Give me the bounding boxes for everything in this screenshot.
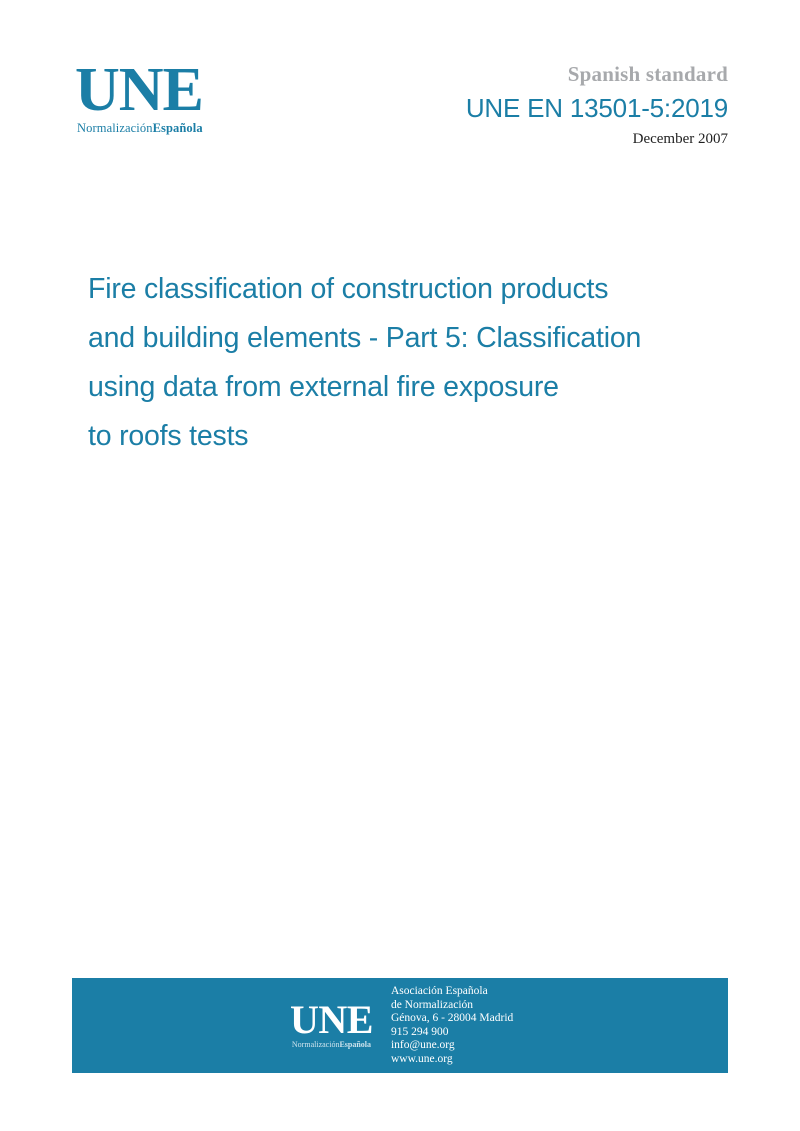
page-title-line: Fire classification of construction products [88, 273, 609, 305]
footer-une-logo-tagline [290, 1040, 373, 1049]
page-title-line: to roofs tests [88, 420, 249, 452]
footer-address-line: de Normalización [390, 998, 474, 1011]
footer-website: www.une.org [390, 1052, 453, 1065]
page-footer [72, 978, 728, 1073]
footer-address-line: Génova, 6 - 28004 Madrid [390, 1012, 514, 1024]
footer-une-logo-tagline-light: Normalización [291, 1040, 340, 1049]
page-title-line: using data from external fire exposure [88, 371, 559, 403]
standard-code: UNE EN 13501-5:2019 [465, 93, 728, 123]
footer-address-line: Asociación Española [390, 985, 488, 997]
une-logo-wordmark: UNE [75, 56, 203, 124]
footer-une-logo [290, 997, 373, 1049]
page-title [88, 265, 738, 461]
une-logo-tagline-light: Normalización [77, 121, 153, 136]
footer-phone: 915 294 900 [390, 1025, 449, 1038]
page-header [75, 56, 728, 172]
footer-une-logo-tagline-bold: Española [339, 1040, 372, 1049]
footer-une-logo-wordmark: UNE [290, 997, 373, 1042]
standard-date: December 2007 [632, 131, 728, 147]
page-title-line: and building elements - Part 5: Classification [88, 322, 642, 354]
une-logo [75, 56, 305, 136]
standard-identification [466, 62, 728, 148]
footer-content [290, 978, 513, 1073]
une-logo-tagline [77, 121, 305, 136]
standard-kind-label: Spanish standard [567, 62, 728, 86]
footer-address [391, 985, 513, 1066]
footer-email: info@une.org [390, 1039, 455, 1051]
une-logo-tagline-bold: Española [152, 121, 203, 136]
